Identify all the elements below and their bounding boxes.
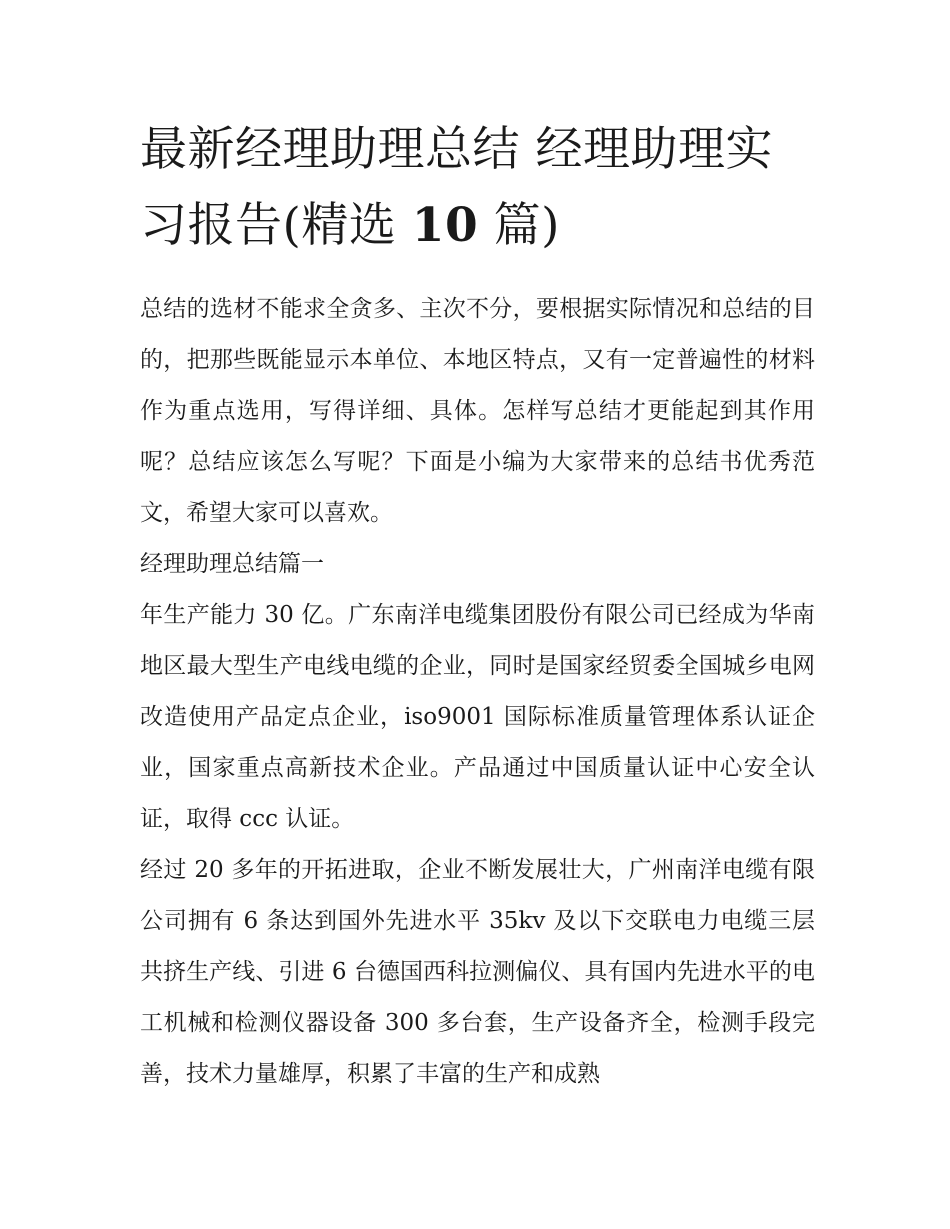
title-line-2-prefix: 习报告(精选 [140,198,412,253]
document-body [140,284,815,1100]
title-line-2-suffix: 篇) [478,198,560,253]
section-heading: 经理助理总结篇一 [140,551,324,577]
body-paragraph-2: 经过 20 多年的开拓进取，企业不断发展壮大，广州南洋电缆有限公司拥有 6 条达到国外先进水平 35kv 及以下交联电力电缆三层共挤生产线、引进 6 台德国西科拉测偏仪、具有国内先进水平的电工机械和检测仪器设备 300 多台套，生产设备齐全，检测手段完善，技术力量雄厚，积累了丰富的生产和成熟 [140,857,815,1087]
intro-paragraph: 总结的选材不能求全贪多、主次不分，要根据实际情况和总结的目的，把那些既能显示本单位、本地区特点，又有一定普遍性的材料作为重点选用，写得详细、具体。怎样写总结才更能起到其作用呢？总结应该怎么写呢？下面是小编为大家带来的总结书优秀范文，希望大家可以喜欢。 [140,296,815,526]
document-page [140,112,815,1100]
title-line-1: 最新经理助理总结 经理助理实 [140,122,773,177]
title-number: 10 [411,198,479,253]
body-paragraph-1: 年生产能力 30 亿。广东南洋电缆集团股份有限公司已经成为华南地区最大型生产电线电缆的企业，同时是国家经贸委全国城乡电网改造使用产品定点企业，iso9001 国际标准质量管理体系认证企业，国家重点高新技术企业。产品通过中国质量认证中心安全认证，取得 ccc 认证。 [140,602,815,832]
document-title [140,112,815,264]
